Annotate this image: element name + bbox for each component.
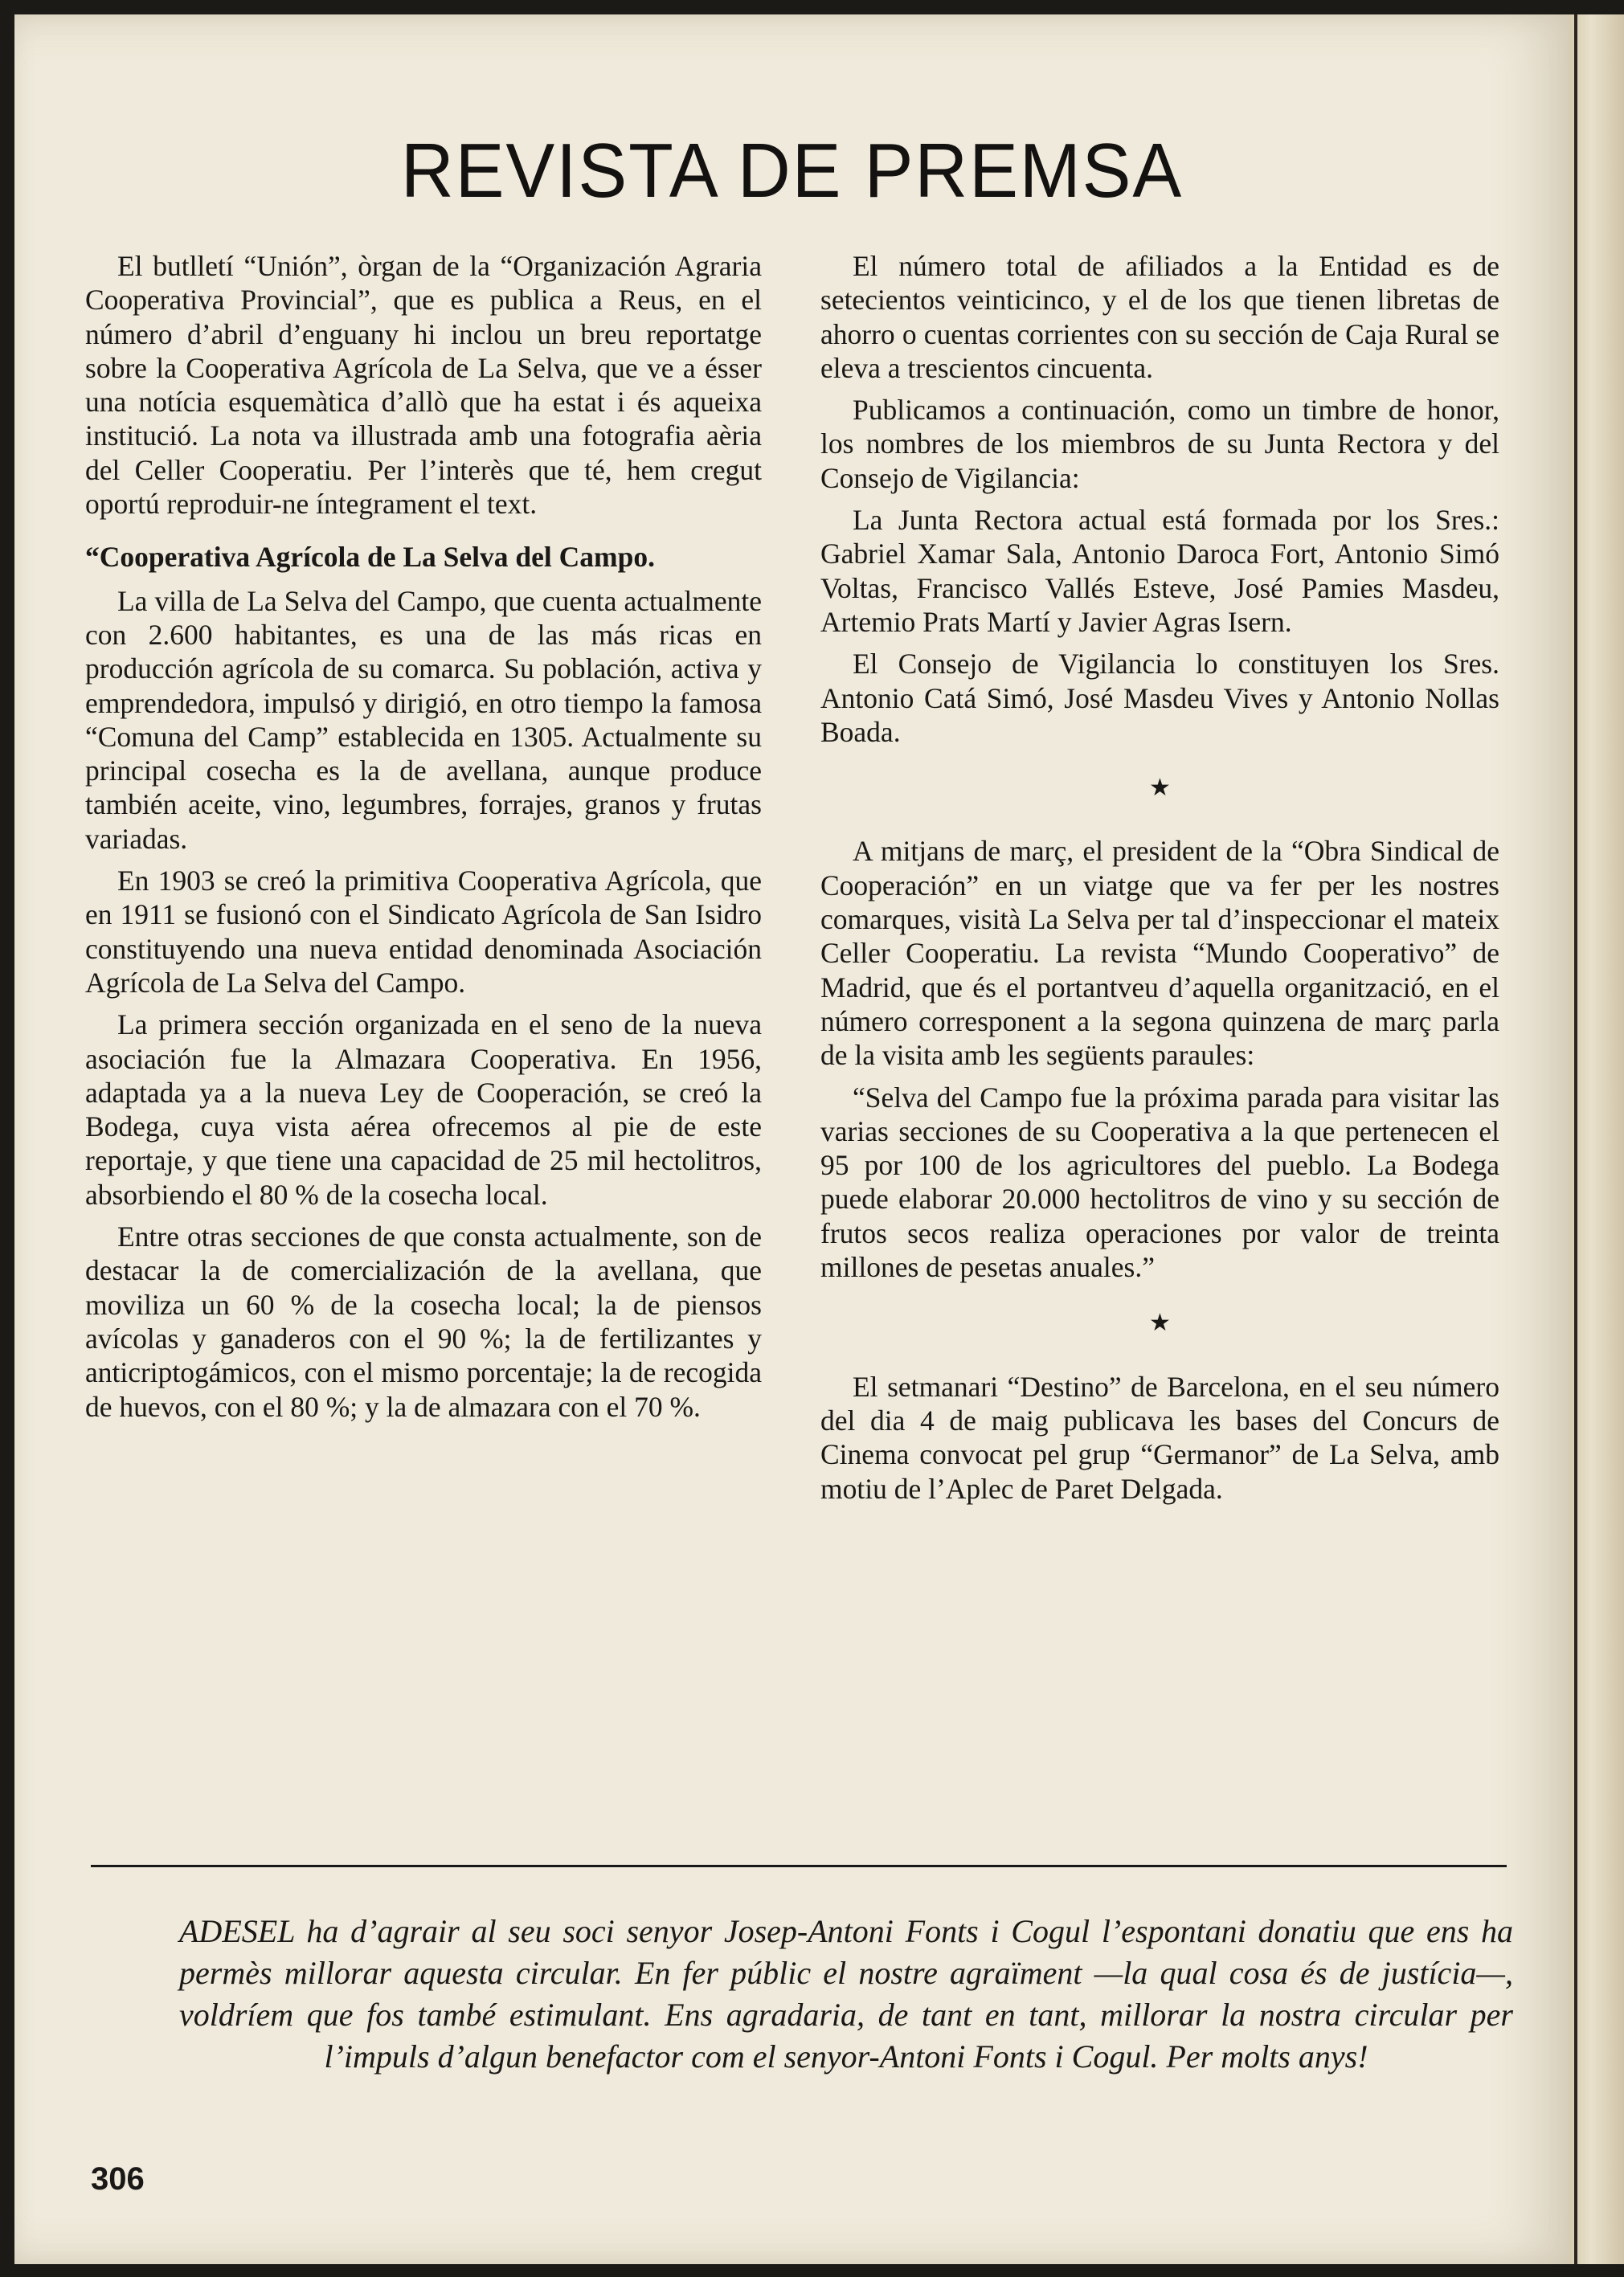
- page-number: 306: [91, 2161, 145, 2197]
- paragraph: Publicamos a continuación, como un timbre de honor, los nombres de los miembros de su Junta Rectora y del Consejo de Vigilancia:: [820, 394, 1499, 494]
- page-title: REVISTA DE PREMSA: [400, 128, 1184, 214]
- paragraph: El Consejo de Vigilancia lo constituyen los Sres. Antonio Catá Simó, José Masdeu Vives y Antonio Nollas Boada.: [820, 648, 1499, 748]
- magazine-page: [14, 14, 1569, 2264]
- acknowledgement-note: ADESEL ha d’agrair al seu soci senyor Josep-Antoni Fonts i Cogul l’espontani donatiu que ens ha permès millorar aquesta circular. En fer públic el nostre agraïment —la qual cosa és de justícia—, voldríem que fos també estimulant. Ens agradaria, de tant en tant, millorar la nostra circular per l’impuls d’algun benefactor com el senyor-Antoni Fonts i Cogul. Per molts anys!: [179, 1913, 1513, 2075]
- star-separator-icon: ★: [1149, 1310, 1171, 1337]
- right-column: [820, 249, 1499, 1514]
- quoted-paragraph: “Selva del Campo fue la próxima parada para visitar las varias secciones de su Cooperativa a la que pertenecen el 95 por 100 de los agricultores del pueblo. La Bodega puede elaborar 20.000 hectolitros de vino y su sección de frutos secos realiza operaciones por valor de treinta millones de pesetas anuales.”: [820, 1081, 1499, 1284]
- article-subtitle: “Cooperativa Agrícola de La Selva del Campo.: [85, 541, 655, 574]
- divider: [91, 1865, 1507, 1867]
- page-binding-edge: [1569, 14, 1624, 2264]
- paragraph: La villa de La Selva del Campo, que cuenta actualmente con 2.600 habitantes, es una de las más ricas en producción agrícola de su comarca. Su población, activa y emprendedora, impulsó y dirigió, en otro tiempo la famosa “Comuna del Camp” establecida en 1305. Actualmente su principal cosecha es la de avellana, aunque produce también aceite, vino, legumbres, forrajes, granos y frutas variadas.: [85, 584, 762, 855]
- paragraph: La primera sección organizada en el seno de la nueva asociación fue la Almazara Cooperativa. En 1956, adaptada ya a la nueva Ley de Cooperación, se creó la Bodega, cuya vista aérea ofrecemos al pie de este reportaje, y que tiene una capacidad de 25 mil hectolitros, absorbiendo el 80 % de la cosecha local.: [85, 1008, 762, 1211]
- left-column: [85, 249, 762, 1432]
- paragraph: Entre otras secciones de que consta actualmente, son de destacar la de comercialización de la avellana, que moviliza un 60 % de la cosecha local; la de piensos avícolas y ganaderos con el 90 %; la de fertilizantes y anticriptogámicos, con el mismo porcentaje; la de recogida de huevos, con el 80 %; y la de almazara con el 70 %.: [85, 1220, 762, 1423]
- paragraph: La Junta Rectora actual está formada por los Sres.: Gabriel Xamar Sala, Antonio Daroca Fort, Antonio Simó Voltas, Francisco Vallés Esteve, José Pamies Masdeu, Artemio Prats Martí y Javier Agras Isern.: [820, 504, 1499, 638]
- binding-line: [1574, 14, 1577, 2264]
- intro-paragraph: El butlletí “Unión”, òrgan de la “Organización Agraria Cooperativa Provincial”, que es publica a Reus, en el número d’abril d’enguany hi inclou un breu reportatge sobre la Cooperativa Agrícola de La Selva, que ve a ésser una notícia esquemàtica d’allò que ha estat i és aqueixa institució. La nota va illustrada amb una fotografia aèria del Celler Cooperatiu. Per l’interès que té, hem cregut oportú reproduir-ne íntegrament el text.: [85, 250, 762, 521]
- paragraph: A mitjans de març, el president de la “Obra Sindical de Cooperación” en un viatge que va fer per les nostres comarques, visità La Selva per tal d’inspeccionar el mateix Celler Cooperatiu. La revista “Mundo Cooperativo” de Madrid, que és el portantveu d’aquella organització, en el número corresponent a la segona quinzena de març parla de la visita amb les següents paraules:: [820, 835, 1499, 1072]
- paragraph: En 1903 se creó la primitiva Cooperativa Agrícola, que en 1911 se fusionó con el Sindicato Agrícola de San Isidro constituyendo una nueva entidad denominada Asociación Agrícola de La Selva del Campo.: [85, 865, 762, 999]
- star-separator-icon: ★: [1149, 775, 1171, 802]
- paragraph: El número total de afiliados a la Entidad es de setecientos veinticinco, y el de los que tienen libretas de ahorro o cuentas corrientes con su sección de Caja Rural se eleva a trescientos cincuenta.: [820, 250, 1499, 384]
- paragraph: El setmanari “Destino” de Barcelona, en el seu número del dia 4 de maig publicava les bases del Concurs de Cinema convocat pel grup “Germanor” de La Selva, amb motiu de l’Aplec de Paret Delgada.: [820, 1370, 1499, 1505]
